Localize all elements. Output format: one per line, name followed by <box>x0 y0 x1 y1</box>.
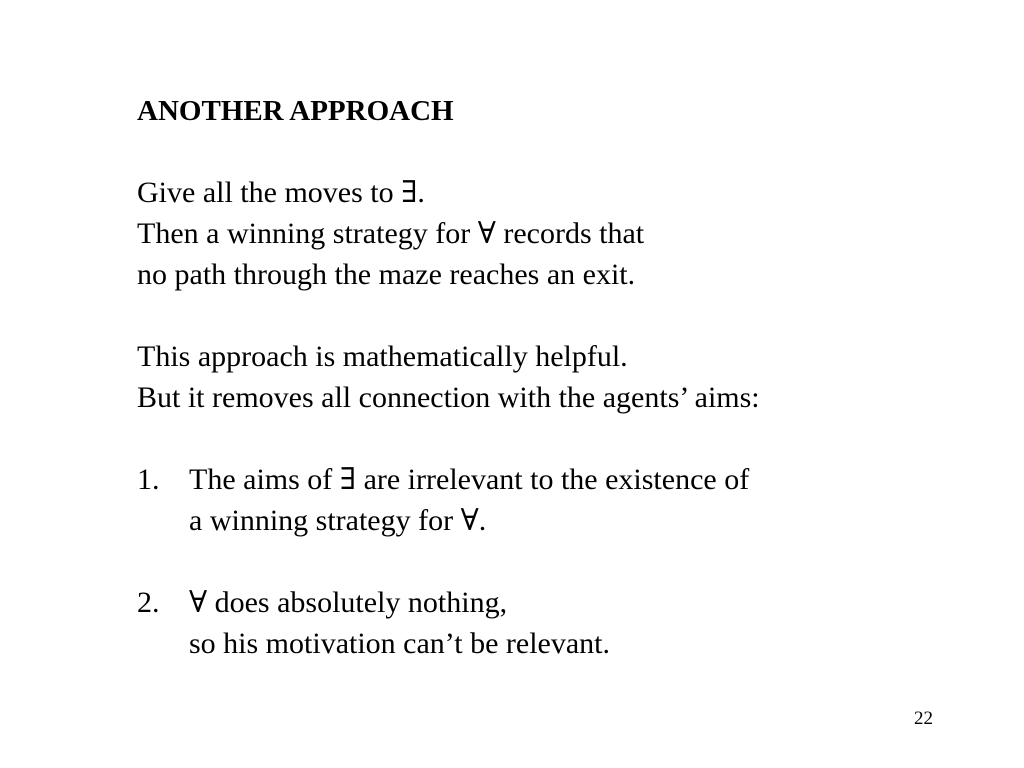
slide-title: ANOTHER APPROACH <box>137 95 454 127</box>
paragraph-1-line-3: no path through the maze reaches an exit. <box>137 258 636 291</box>
list-item-1-line-1: The aims of ∃ are irrelevant to the existence of <box>189 463 750 496</box>
list-item-2-line-2: so his motivation can’t be relevant. <box>189 627 611 660</box>
paragraph-1-line-1: Give all the moves to ∃. <box>137 176 425 209</box>
paragraph-1-line-2: Then a winning strategy for ∀ records that <box>137 217 645 250</box>
list-item-1-marker: 1. <box>137 463 160 496</box>
page-number: 22 <box>914 708 933 729</box>
list-item-1-line-2: a winning strategy for ∀. <box>189 504 487 537</box>
list-item-2-line-1: ∀ does absolutely nothing, <box>189 586 508 619</box>
list-item-2-marker: 2. <box>137 586 160 619</box>
paragraph-2-line-2: But it removes all connection with the agents’ aims: <box>137 381 760 414</box>
paragraph-2-line-1: This approach is mathematically helpful. <box>137 340 628 373</box>
